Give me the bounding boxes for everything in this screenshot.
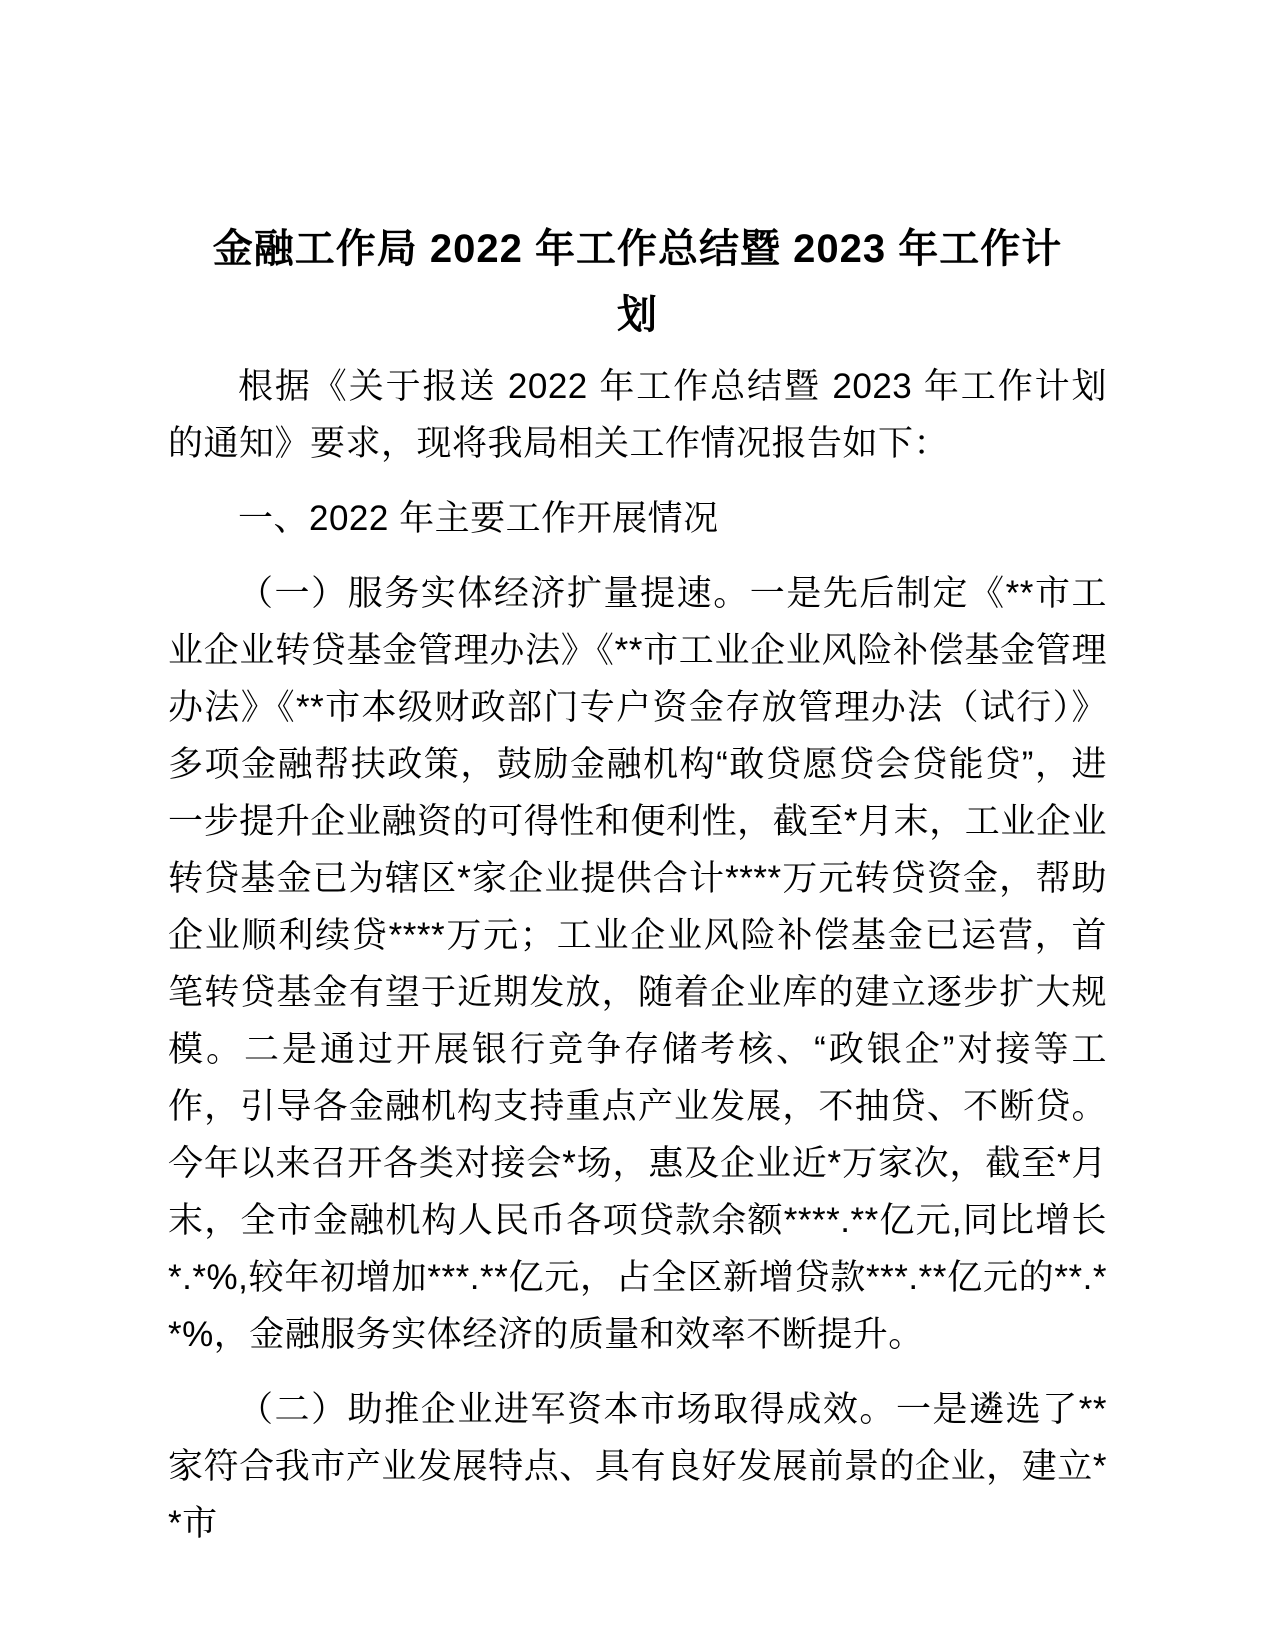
section-heading-1: 一、2022 年主要工作开展情况 [238,499,719,538]
document-title [108,216,1167,348]
paragraph-intro: 根据《关于报送 2022 年工作总结暨 2023 年工作计划的通知》要求，现将我局相关工作情况报告如下： [168,367,1107,463]
paragraph-section-1-item-2: （二）助推企业进军资本市场取得成效。一是遴选了**家符合我市产业发展特点、具有良好发展前景的企业，建立**市 [168,1390,1107,1543]
document-title-line-2: 划 [617,293,658,337]
paragraph-section-1-item-1: （一）服务实体经济扩量提速。一是先后制定《**市工业企业转贷基金管理办法》《**市工业企业风险补偿基金管理办法》《**市本级财政部门专户资金存放管理办法（试行）》多项金融帮扶政策，鼓励金融机构“敢贷愿贷会贷能贷”，进一步提升企业融资的可得性和便利性，截至*月末，工业企业转贷基金已为辖区*家企业提供合计****万元转贷资金，帮助企业顺利续贷****万元；工业企业风险补偿基金已运营，首笔转贷基金有望于近期发放，随着企业库的建立逐步扩大规模。二是通过开展银行竞争存储考核、“政银企”对接等工作，引导各金融机构支持重点产业发展，不抽贷、不断贷。今年以来召开各类对接会*场，惠及企业近*万家次，截至*月末，全市金融机构人民币各项贷款余额****.**亿元,同比增长*.*%,较年初增加***.**亿元，占全区新增贷款***.**亿元的**.**%，金融服务实体经济的质量和效率不断提升。 [168,574,1107,1354]
document-title-line-1: 金融工作局 2022 年工作总结暨 2023 年工作计 [212,227,1063,271]
